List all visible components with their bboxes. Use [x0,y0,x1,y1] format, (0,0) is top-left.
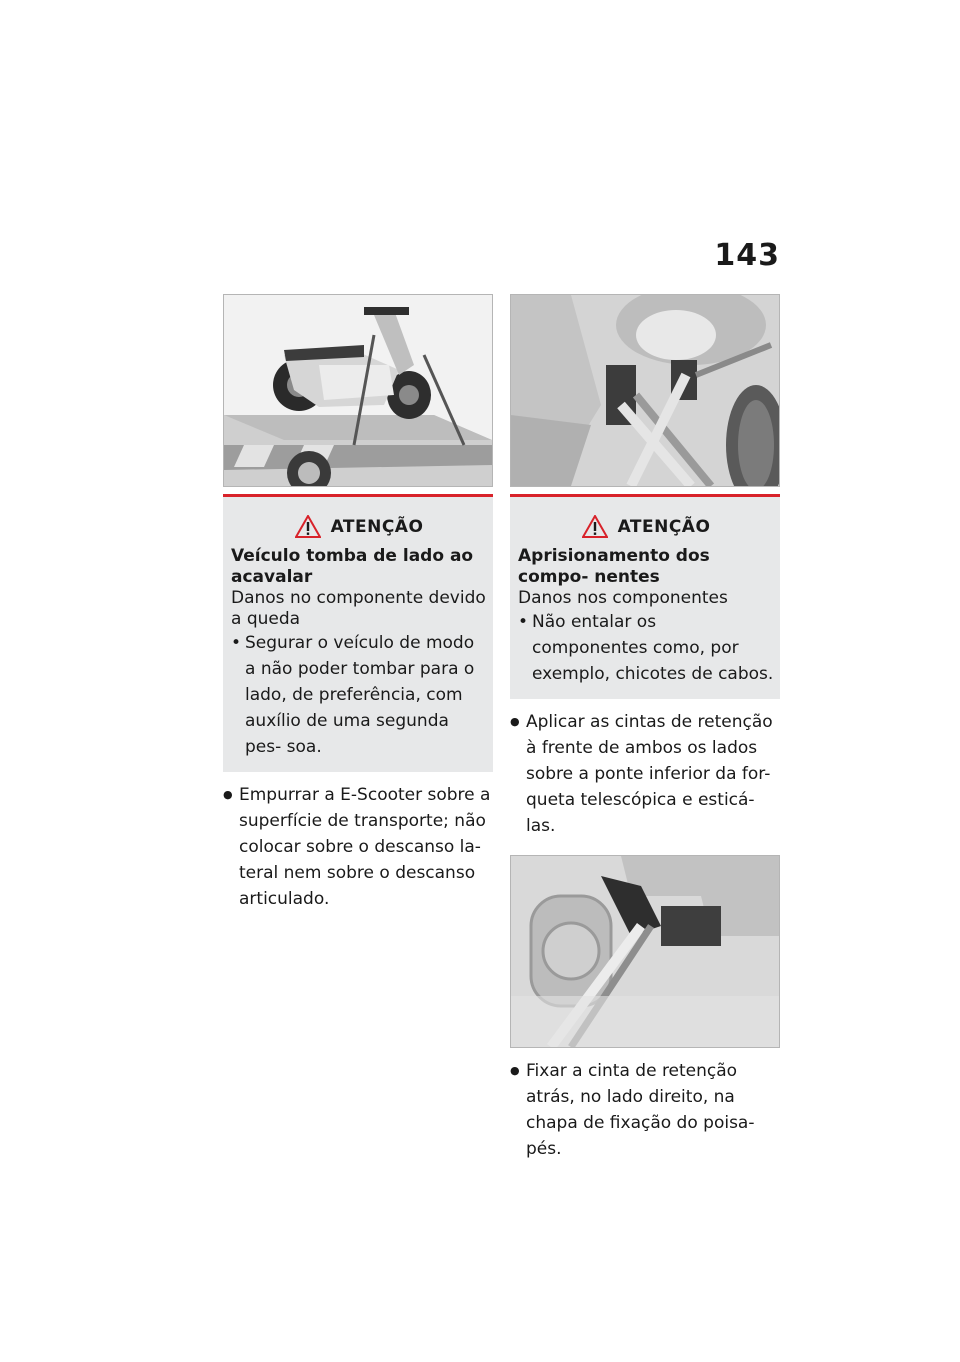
warning-text: Danos no componente devido a queda [231,588,486,629]
warning-title: ATENÇÃO [330,516,424,537]
instruction-step: ● Aplicar as cintas de retenção à frente de ambos os lados sobre a ponte inferior da for- queta telescópica e esticá-las. [510,709,780,839]
instruction-step: ● Fixar a cinta de retenção atrás, no lado direito, na chapa de fixação do poisa- pés. [510,1058,780,1162]
instruction-steps-2 [510,1058,780,1162]
figure-fork-strap [510,294,780,487]
figure-rear-footrest-strap [510,855,780,1048]
fork-strap-illustration [511,295,779,486]
right-column [510,294,780,1162]
figure-scooter-on-trailer [223,294,493,487]
warning-subtitle: Aprisionamento dos compo- nentes [518,546,710,587]
warning-header [231,515,487,538]
warning-box [223,494,493,772]
warning-triangle-icon [295,515,321,538]
page-number: 143 [714,238,780,273]
warning-triangle-icon [582,515,608,538]
warning-title: ATENÇÃO [617,516,711,537]
footrest-strap-illustration [511,856,779,1047]
scooter-trailer-illustration [224,295,492,486]
warning-box [510,494,780,699]
warning-bullet: • Segurar o veículo de modo a não poder tombar para o lado, de preferência, com auxílio de uma segunda pes- soa. [231,630,487,760]
warning-subtitle: Veículo tomba de lado ao acavalar [231,546,474,587]
warning-bullets [518,609,774,687]
warning-header [518,515,774,538]
warning-bullets [231,630,487,760]
left-column [223,294,493,912]
instruction-steps [510,709,780,839]
instruction-steps [223,782,493,912]
instruction-step: ● Empurrar a E-Scooter sobre a superfície de transporte; não colocar sobre o descanso la- teral nem sobre o descanso articulado. [223,782,493,912]
warning-bullet: • Não entalar os componentes como, por exemplo, chicotes de cabos. [518,609,774,687]
warning-text: Danos nos componentes [518,588,728,608]
